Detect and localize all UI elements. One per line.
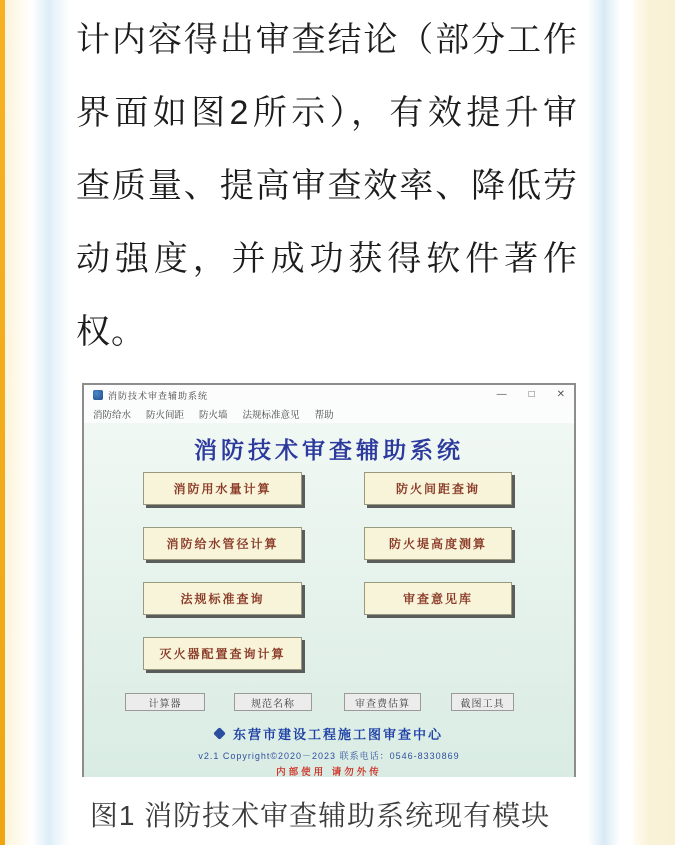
org-name: 东营市建设工程施工图审查中心 bbox=[232, 727, 443, 742]
menu-item-fire-separation[interactable]: 防火间距 bbox=[146, 410, 185, 421]
footer-version-line: v2.1 Copyright©2020－2023 联系电话：0546-8330869 bbox=[198, 751, 460, 761]
app-window bbox=[82, 383, 576, 777]
menu-item-fire-water[interactable]: 消防给水 bbox=[93, 410, 132, 421]
footer-internal-use-notice: 内部使用 请勿外传 bbox=[276, 767, 382, 778]
button-dike-height-calc[interactable]: 防火堤高度测算 bbox=[364, 527, 512, 560]
minimize-button[interactable]: — bbox=[496, 389, 507, 400]
button-pipe-diameter-calc[interactable]: 消防给水管径计算 bbox=[143, 527, 302, 560]
button-calculator[interactable]: 计算器 bbox=[125, 693, 205, 711]
menu-item-firewall[interactable]: 防火墙 bbox=[199, 410, 228, 421]
paragraph-line: 界面如图2所示），有效提升审 bbox=[76, 94, 578, 132]
button-extinguisher-config-calc[interactable]: 灭火器配置查询计算 bbox=[143, 637, 302, 670]
paragraph-line: 查质量、提高审查效率、降低劳 bbox=[76, 167, 578, 205]
menu-item-standards[interactable]: 法规标准意见 bbox=[242, 410, 300, 421]
client-area bbox=[84, 423, 574, 777]
article-paragraph bbox=[76, 4, 578, 369]
footer-organization bbox=[84, 724, 574, 743]
paragraph-line: 权。 bbox=[76, 313, 146, 351]
window-icon bbox=[93, 390, 103, 400]
page-edge-left-blue bbox=[32, 0, 70, 845]
button-separation-distance-query[interactable]: 防火间距查询 bbox=[364, 472, 512, 505]
menu-item-help[interactable]: 帮助 bbox=[314, 410, 334, 421]
page-edge-right-blue bbox=[588, 0, 620, 845]
window-controls bbox=[497, 390, 565, 400]
button-screenshot-tool[interactable]: 截图工具 bbox=[451, 693, 514, 711]
figure-caption: 图1 消防技术审查辅助系统现有模块 bbox=[89, 800, 551, 831]
app-heading: 消防技术审查辅助系统 bbox=[194, 437, 464, 463]
paragraph-line: 计内容得出审查结论（部分工作 bbox=[76, 21, 578, 59]
button-standard-names[interactable]: 规范名称 bbox=[234, 693, 312, 711]
menubar bbox=[84, 405, 574, 423]
paragraph-line: 动强度，并成功获得软件著作 bbox=[76, 240, 578, 278]
titlebar bbox=[84, 385, 574, 405]
button-review-opinion-library[interactable]: 审查意见库 bbox=[364, 582, 512, 615]
button-water-volume-calc[interactable]: 消防用水量计算 bbox=[143, 472, 302, 505]
maximize-button[interactable]: □ bbox=[528, 389, 535, 400]
button-standards-query[interactable]: 法规标准查询 bbox=[143, 582, 302, 615]
close-button[interactable]: ✕ bbox=[556, 389, 565, 400]
org-logo-icon bbox=[213, 727, 226, 740]
button-fee-estimate[interactable]: 审查费估算 bbox=[344, 693, 421, 711]
page-edge-right-cream bbox=[633, 0, 675, 845]
window-title: 消防技术审查辅助系统 bbox=[108, 390, 209, 401]
page-edge-left-cream bbox=[5, 0, 32, 845]
